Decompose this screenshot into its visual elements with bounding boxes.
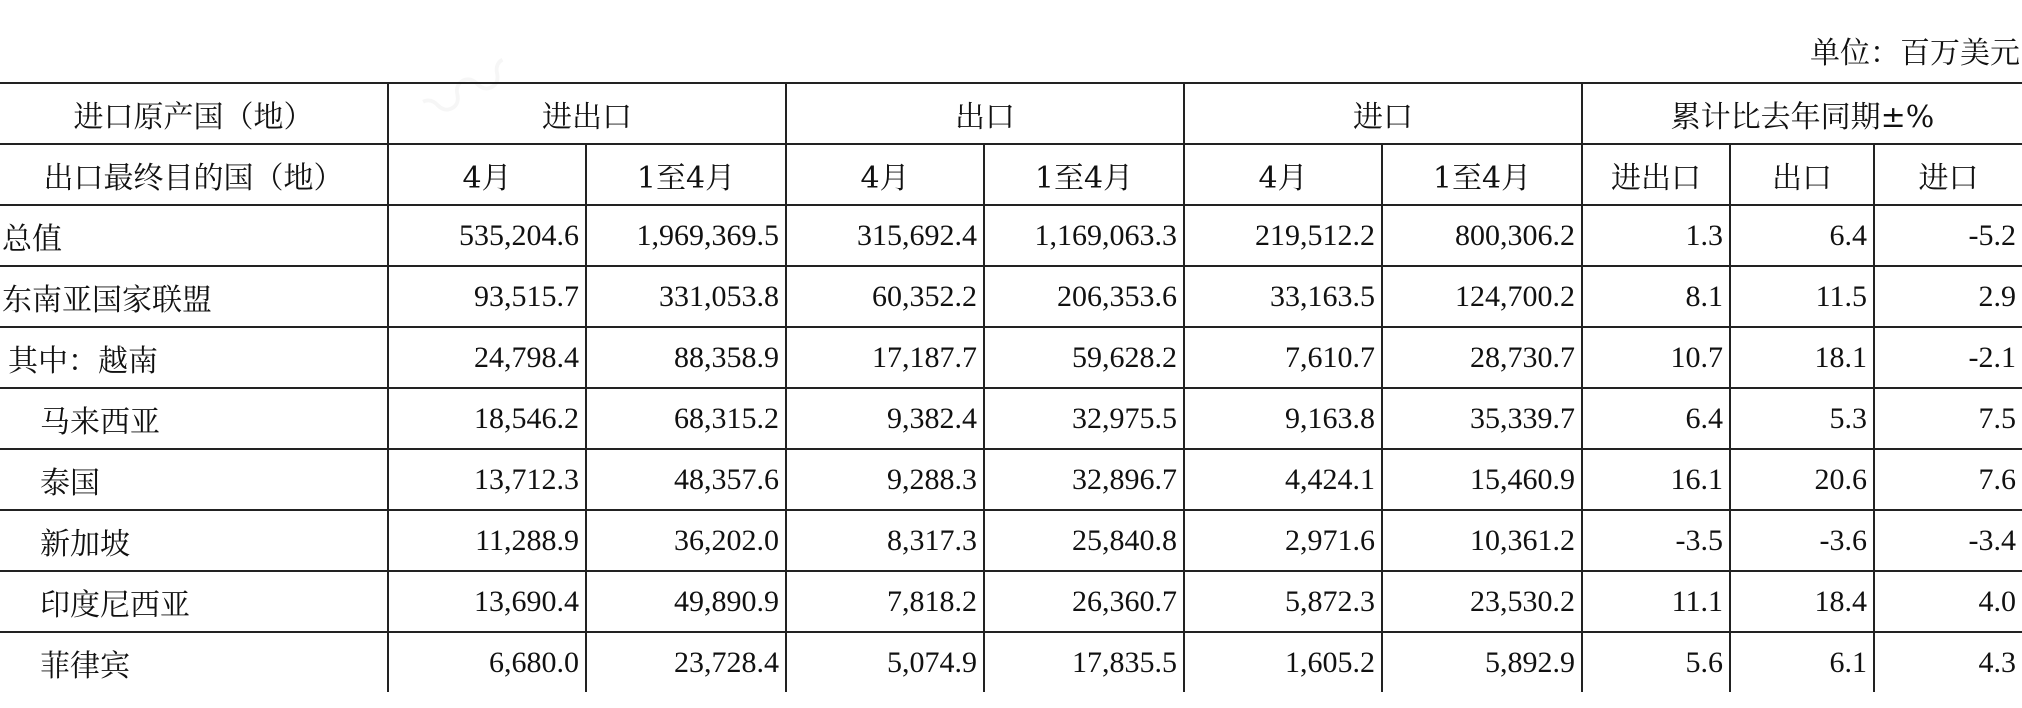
cell-import-ytd: 15,460.9 xyxy=(1382,449,1582,510)
cell-total-apr: 93,515.7 xyxy=(388,266,586,327)
header-group-yoy: 累计比去年同期±% xyxy=(1582,83,2022,144)
cell-export-ytd: 206,353.6 xyxy=(984,266,1184,327)
cell-import-ytd: 10,361.2 xyxy=(1382,510,1582,571)
row-name: 其中：越南 xyxy=(0,327,388,388)
cell-yoy-total: 16.1 xyxy=(1582,449,1730,510)
cell-export-apr: 60,352.2 xyxy=(786,266,984,327)
cell-yoy-total: 8.1 xyxy=(1582,266,1730,327)
cell-total-apr: 6,680.0 xyxy=(388,632,586,692)
cell-export-apr: 9,382.4 xyxy=(786,388,984,449)
cell-yoy-export: 11.5 xyxy=(1730,266,1874,327)
row-name: 泰国 xyxy=(0,449,388,510)
cell-total-ytd: 48,357.6 xyxy=(586,449,786,510)
cell-export-ytd: 32,975.5 xyxy=(984,388,1184,449)
header-group-total: 进出口 xyxy=(388,83,786,144)
cell-export-apr: 8,317.3 xyxy=(786,510,984,571)
cell-export-ytd: 25,840.8 xyxy=(984,510,1184,571)
cell-yoy-export: 6.1 xyxy=(1730,632,1874,692)
header-group-export: 出口 xyxy=(786,83,1184,144)
header-export-ytd: 1至4月 xyxy=(984,144,1184,205)
cell-export-apr: 17,187.7 xyxy=(786,327,984,388)
row-name: 印度尼西亚 xyxy=(0,571,388,632)
header-yoy-export: 出口 xyxy=(1730,144,1874,205)
cell-import-apr: 1,605.2 xyxy=(1184,632,1382,692)
table-row xyxy=(0,510,2022,571)
header-country-origin: 进口原产国（地） xyxy=(0,83,388,144)
header-country-destination: 出口最终目的国（地） xyxy=(0,144,388,205)
cell-export-ytd: 1,169,063.3 xyxy=(984,205,1184,266)
cell-yoy-import: 7.6 xyxy=(1874,449,2022,510)
table-row xyxy=(0,632,2022,692)
cell-import-ytd: 28,730.7 xyxy=(1382,327,1582,388)
cell-yoy-total: 1.3 xyxy=(1582,205,1730,266)
table-row xyxy=(0,449,2022,510)
cell-export-apr: 9,288.3 xyxy=(786,449,984,510)
cell-yoy-export: -3.6 xyxy=(1730,510,1874,571)
cell-yoy-import: -5.2 xyxy=(1874,205,2022,266)
cell-yoy-import: -3.4 xyxy=(1874,510,2022,571)
cell-import-apr: 2,971.6 xyxy=(1184,510,1382,571)
table-row xyxy=(0,205,2022,266)
cell-yoy-import: 2.9 xyxy=(1874,266,2022,327)
table-row xyxy=(0,571,2022,632)
cell-export-ytd: 26,360.7 xyxy=(984,571,1184,632)
header-total-ytd: 1至4月 xyxy=(586,144,786,205)
cell-yoy-total: 11.1 xyxy=(1582,571,1730,632)
cell-yoy-import: -2.1 xyxy=(1874,327,2022,388)
cell-yoy-import: 4.0 xyxy=(1874,571,2022,632)
cell-total-apr: 18,546.2 xyxy=(388,388,586,449)
table-row xyxy=(0,388,2022,449)
cell-total-ytd: 1,969,369.5 xyxy=(586,205,786,266)
cell-import-apr: 4,424.1 xyxy=(1184,449,1382,510)
cell-export-ytd: 59,628.2 xyxy=(984,327,1184,388)
table-row xyxy=(0,266,2022,327)
header-yoy-total: 进出口 xyxy=(1582,144,1730,205)
cell-import-apr: 219,512.2 xyxy=(1184,205,1382,266)
cell-total-apr: 13,712.3 xyxy=(388,449,586,510)
cell-yoy-export: 18.1 xyxy=(1730,327,1874,388)
unit-label: 单位：百万美元 xyxy=(1810,36,2020,71)
cell-import-apr: 33,163.5 xyxy=(1184,266,1382,327)
header-group-import: 进口 xyxy=(1184,83,1582,144)
cell-yoy-export: 20.6 xyxy=(1730,449,1874,510)
cell-export-ytd: 32,896.7 xyxy=(984,449,1184,510)
row-name: 菲律宾 xyxy=(0,632,388,692)
cell-total-ytd: 23,728.4 xyxy=(586,632,786,692)
cell-yoy-export: 6.4 xyxy=(1730,205,1874,266)
cell-total-ytd: 68,315.2 xyxy=(586,388,786,449)
cell-total-apr: 13,690.4 xyxy=(388,571,586,632)
cell-import-ytd: 23,530.2 xyxy=(1382,571,1582,632)
cell-export-apr: 5,074.9 xyxy=(786,632,984,692)
row-name: 东南亚国家联盟 xyxy=(0,266,388,327)
cell-yoy-export: 5.3 xyxy=(1730,388,1874,449)
header-yoy-import: 进口 xyxy=(1874,144,2022,205)
row-name: 总值 xyxy=(0,205,388,266)
header-row-1 xyxy=(0,83,2022,144)
header-total-apr: 4月 xyxy=(388,144,586,205)
cell-import-ytd: 5,892.9 xyxy=(1382,632,1582,692)
cell-yoy-total: -3.5 xyxy=(1582,510,1730,571)
cell-total-ytd: 36,202.0 xyxy=(586,510,786,571)
cell-import-ytd: 35,339.7 xyxy=(1382,388,1582,449)
cell-yoy-export: 18.4 xyxy=(1730,571,1874,632)
cell-yoy-import: 4.3 xyxy=(1874,632,2022,692)
cell-total-ytd: 88,358.9 xyxy=(586,327,786,388)
cell-export-apr: 7,818.2 xyxy=(786,571,984,632)
header-import-apr: 4月 xyxy=(1184,144,1382,205)
row-name: 马来西亚 xyxy=(0,388,388,449)
header-import-ytd: 1至4月 xyxy=(1382,144,1582,205)
cell-export-apr: 315,692.4 xyxy=(786,205,984,266)
cell-yoy-total: 10.7 xyxy=(1582,327,1730,388)
cell-total-ytd: 331,053.8 xyxy=(586,266,786,327)
cell-total-ytd: 49,890.9 xyxy=(586,571,786,632)
cell-yoy-total: 5.6 xyxy=(1582,632,1730,692)
cell-total-apr: 24,798.4 xyxy=(388,327,586,388)
cell-import-ytd: 800,306.2 xyxy=(1382,205,1582,266)
table-row xyxy=(0,327,2022,388)
cell-yoy-total: 6.4 xyxy=(1582,388,1730,449)
cell-import-apr: 7,610.7 xyxy=(1184,327,1382,388)
cell-import-apr: 9,163.8 xyxy=(1184,388,1382,449)
cell-import-apr: 5,872.3 xyxy=(1184,571,1382,632)
trade-table xyxy=(0,82,2022,692)
cell-export-ytd: 17,835.5 xyxy=(984,632,1184,692)
cell-total-apr: 11,288.9 xyxy=(388,510,586,571)
cell-import-ytd: 124,700.2 xyxy=(1382,266,1582,327)
cell-total-apr: 535,204.6 xyxy=(388,205,586,266)
cell-yoy-import: 7.5 xyxy=(1874,388,2022,449)
header-export-apr: 4月 xyxy=(786,144,984,205)
row-name: 新加坡 xyxy=(0,510,388,571)
header-row-2 xyxy=(0,144,2022,205)
